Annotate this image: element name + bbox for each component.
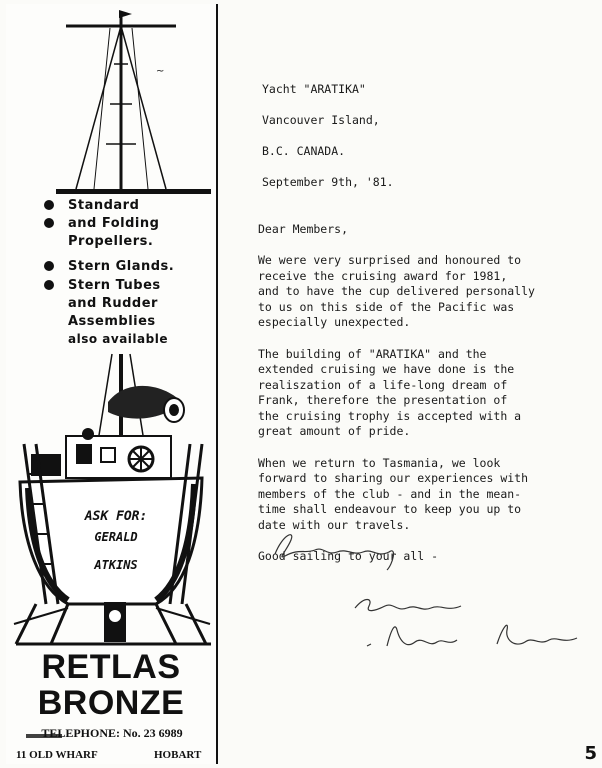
letter <box>258 66 598 581</box>
handwritten-signature <box>265 526 595 666</box>
brand-name: BRONZE <box>37 684 185 722</box>
ask-for-name: ATKINS <box>94 558 138 572</box>
bullet-text: and Rudder <box>68 296 158 311</box>
page-number: 5 <box>584 743 597 764</box>
address-line: B.C. CANADA. <box>262 143 346 158</box>
salutation: Dear Members, <box>258 221 349 236</box>
bullet-text: Stern Tubes <box>68 278 161 293</box>
letter-paragraph: We were very surprised and honoured to receive the cruising award for 1981, and to have the cup delivered personally to us on this side of the Pacific was especially unexpected. <box>258 253 535 329</box>
city: HOBART <box>154 749 202 761</box>
street-address: 11 OLD WHARF <box>16 749 98 761</box>
bullet-icon <box>44 218 54 228</box>
closing: Good sailing to your all - <box>258 549 439 563</box>
letter-paragraph: When we return to Tasmania, we look forward to sharing our experiences with members of the club - and in the mean- time shall endeavour to keep you up to date with our travels. <box>258 455 529 532</box>
bullet-icon <box>44 200 54 210</box>
bullet-text: Assemblies <box>68 314 156 329</box>
address-line: September 9th, '81. <box>262 174 394 189</box>
svg-text:~: ~ <box>156 66 165 77</box>
bullet-icon <box>44 280 54 290</box>
address-line: Vancouver Island, <box>262 112 380 127</box>
telephone-number: TELEPHONE: No. 23 6989 <box>41 726 183 740</box>
bullet-text: Propellers. <box>68 234 154 249</box>
letter-paragraph: The building of "ARATIKA" and the extended cruising we have done is the realiszation of a life-long dream of Frank, therefore the presentation of the cruising trophy is accepted with a great amount of pride. <box>258 346 522 438</box>
brand-name: RETLAS <box>41 648 181 686</box>
bullet-text: Stern Glands. <box>68 259 175 274</box>
bullet-icon <box>44 261 54 271</box>
ask-for-name: GERALD <box>94 530 138 544</box>
address-line: Yacht "ARATIKA" <box>262 81 366 96</box>
bullet-text: and Folding <box>68 216 160 231</box>
retlas-bronze-advertisement <box>6 4 218 764</box>
letter-address <box>258 66 598 206</box>
bullet-text: Standard <box>68 198 140 213</box>
ask-for-label: ASK FOR: <box>84 509 148 524</box>
bullet-text: also available <box>68 332 168 346</box>
